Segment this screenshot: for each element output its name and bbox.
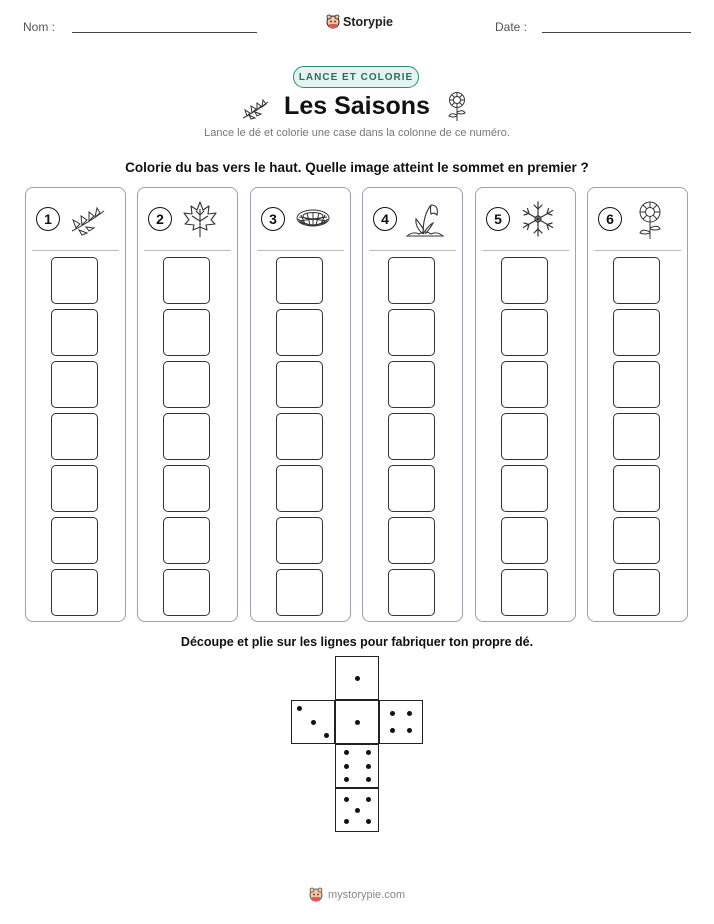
color-box[interactable] bbox=[388, 361, 435, 408]
color-box[interactable] bbox=[163, 465, 210, 512]
autumn-leaves-icon bbox=[66, 197, 110, 241]
sunflower-title-icon bbox=[444, 90, 470, 122]
color-box[interactable] bbox=[276, 569, 323, 616]
color-box[interactable] bbox=[501, 257, 548, 304]
dice-pip bbox=[366, 777, 371, 782]
season-column-3 bbox=[250, 187, 351, 622]
bird-nest-icon bbox=[291, 197, 335, 241]
season-column-4 bbox=[362, 187, 463, 622]
color-box[interactable] bbox=[388, 413, 435, 460]
color-box[interactable] bbox=[501, 309, 548, 356]
dice-pip bbox=[366, 764, 371, 769]
dice-face-3 bbox=[291, 700, 335, 744]
column-header bbox=[138, 188, 237, 250]
color-box[interactable] bbox=[276, 413, 323, 460]
die-number-badge: 1 bbox=[36, 207, 60, 231]
color-box[interactable] bbox=[501, 465, 548, 512]
color-box[interactable] bbox=[613, 257, 660, 304]
dice-pip bbox=[366, 750, 371, 755]
season-column-1 bbox=[25, 187, 126, 622]
dice-pip bbox=[366, 819, 371, 824]
die-number-badge: 3 bbox=[261, 207, 285, 231]
color-box[interactable] bbox=[276, 309, 323, 356]
color-box[interactable] bbox=[163, 517, 210, 564]
dice-pip bbox=[390, 711, 395, 716]
footer bbox=[0, 887, 714, 902]
color-box[interactable] bbox=[276, 517, 323, 564]
date-label: Date : bbox=[495, 20, 528, 34]
dice-face-4 bbox=[379, 700, 423, 744]
color-box[interactable] bbox=[613, 465, 660, 512]
snowdrop-flower-icon bbox=[403, 197, 447, 241]
color-box[interactable] bbox=[51, 309, 98, 356]
dice-pip bbox=[344, 819, 349, 824]
dice-pip bbox=[390, 728, 395, 733]
column-header bbox=[251, 188, 350, 250]
page-subtitle: Lance le dé et colorie une case dans la colonne de ce numéro. bbox=[204, 127, 510, 139]
color-box[interactable] bbox=[51, 517, 98, 564]
dice-pip bbox=[355, 808, 360, 813]
column-separator bbox=[369, 250, 456, 251]
storypie-mascot-icon bbox=[309, 887, 323, 902]
dice-instruction: Découpe et plie sur les lignes pour fabriquer ton propre dé. bbox=[180, 635, 534, 649]
color-box[interactable] bbox=[51, 361, 98, 408]
dice-pip bbox=[344, 797, 349, 802]
game-instruction: Colorie du bas vers le haut. Quelle image atteint le sommet en premier ? bbox=[125, 160, 589, 175]
color-box[interactable] bbox=[388, 465, 435, 512]
sunflower-icon bbox=[628, 197, 672, 241]
color-box[interactable] bbox=[501, 361, 548, 408]
color-box[interactable] bbox=[501, 517, 548, 564]
color-box[interactable] bbox=[51, 413, 98, 460]
column-header bbox=[26, 188, 125, 250]
color-box[interactable] bbox=[163, 257, 210, 304]
column-separator bbox=[144, 250, 231, 251]
dice-pip bbox=[407, 711, 412, 716]
dice-pip bbox=[407, 728, 412, 733]
dice-pip bbox=[344, 750, 349, 755]
brand-logo bbox=[326, 14, 393, 29]
season-column-5 bbox=[475, 187, 576, 622]
color-box[interactable] bbox=[613, 569, 660, 616]
color-box[interactable] bbox=[613, 361, 660, 408]
dice-face-1 bbox=[335, 700, 379, 744]
dice-pip bbox=[355, 676, 360, 681]
color-box[interactable] bbox=[613, 517, 660, 564]
snowflake-icon bbox=[516, 197, 560, 241]
dice-pip bbox=[366, 797, 371, 802]
column-separator bbox=[594, 250, 681, 251]
column-header bbox=[588, 188, 687, 250]
die-number-badge: 2 bbox=[148, 207, 172, 231]
dice-pip bbox=[344, 764, 349, 769]
color-box[interactable] bbox=[613, 309, 660, 356]
dice-face-5 bbox=[335, 788, 379, 832]
color-box[interactable] bbox=[388, 309, 435, 356]
color-box[interactable] bbox=[51, 569, 98, 616]
season-column-2 bbox=[137, 187, 238, 622]
dice-pip bbox=[344, 777, 349, 782]
storypie-mascot-icon bbox=[326, 14, 340, 29]
dice-pip bbox=[297, 706, 302, 711]
name-label: Nom : bbox=[23, 20, 56, 34]
date-field-line[interactable] bbox=[542, 32, 691, 33]
die-number-badge: 4 bbox=[373, 207, 397, 231]
dice-pip bbox=[311, 720, 316, 725]
column-header bbox=[363, 188, 462, 250]
color-box[interactable] bbox=[388, 257, 435, 304]
color-box[interactable] bbox=[163, 413, 210, 460]
color-box[interactable] bbox=[51, 465, 98, 512]
die-number-badge: 6 bbox=[598, 207, 622, 231]
page-title: Les Saisons bbox=[284, 92, 430, 120]
color-box[interactable] bbox=[501, 413, 548, 460]
maple-leaf-icon bbox=[178, 197, 222, 241]
dice-face-6 bbox=[335, 744, 379, 788]
color-box[interactable] bbox=[276, 257, 323, 304]
color-box[interactable] bbox=[276, 361, 323, 408]
color-box[interactable] bbox=[501, 569, 548, 616]
die-number-badge: 5 bbox=[486, 207, 510, 231]
column-separator bbox=[482, 250, 569, 251]
column-header bbox=[476, 188, 575, 250]
color-box[interactable] bbox=[163, 361, 210, 408]
color-box[interactable] bbox=[276, 465, 323, 512]
brand-name: Storypie bbox=[343, 14, 394, 29]
color-box[interactable] bbox=[388, 569, 435, 616]
dice-face-1 bbox=[335, 656, 379, 700]
name-field-line[interactable] bbox=[72, 32, 257, 33]
activity-badge: LANCE ET COLORIE bbox=[293, 66, 419, 88]
dice-pip bbox=[355, 720, 360, 725]
color-box[interactable] bbox=[613, 413, 660, 460]
color-box[interactable] bbox=[388, 517, 435, 564]
dice-pip bbox=[324, 733, 329, 738]
column-separator bbox=[32, 250, 119, 251]
footer-url: mystorypie.com bbox=[327, 888, 406, 901]
column-separator bbox=[257, 250, 344, 251]
color-box[interactable] bbox=[163, 309, 210, 356]
color-box[interactable] bbox=[51, 257, 98, 304]
color-box[interactable] bbox=[163, 569, 210, 616]
season-column-6 bbox=[587, 187, 688, 622]
